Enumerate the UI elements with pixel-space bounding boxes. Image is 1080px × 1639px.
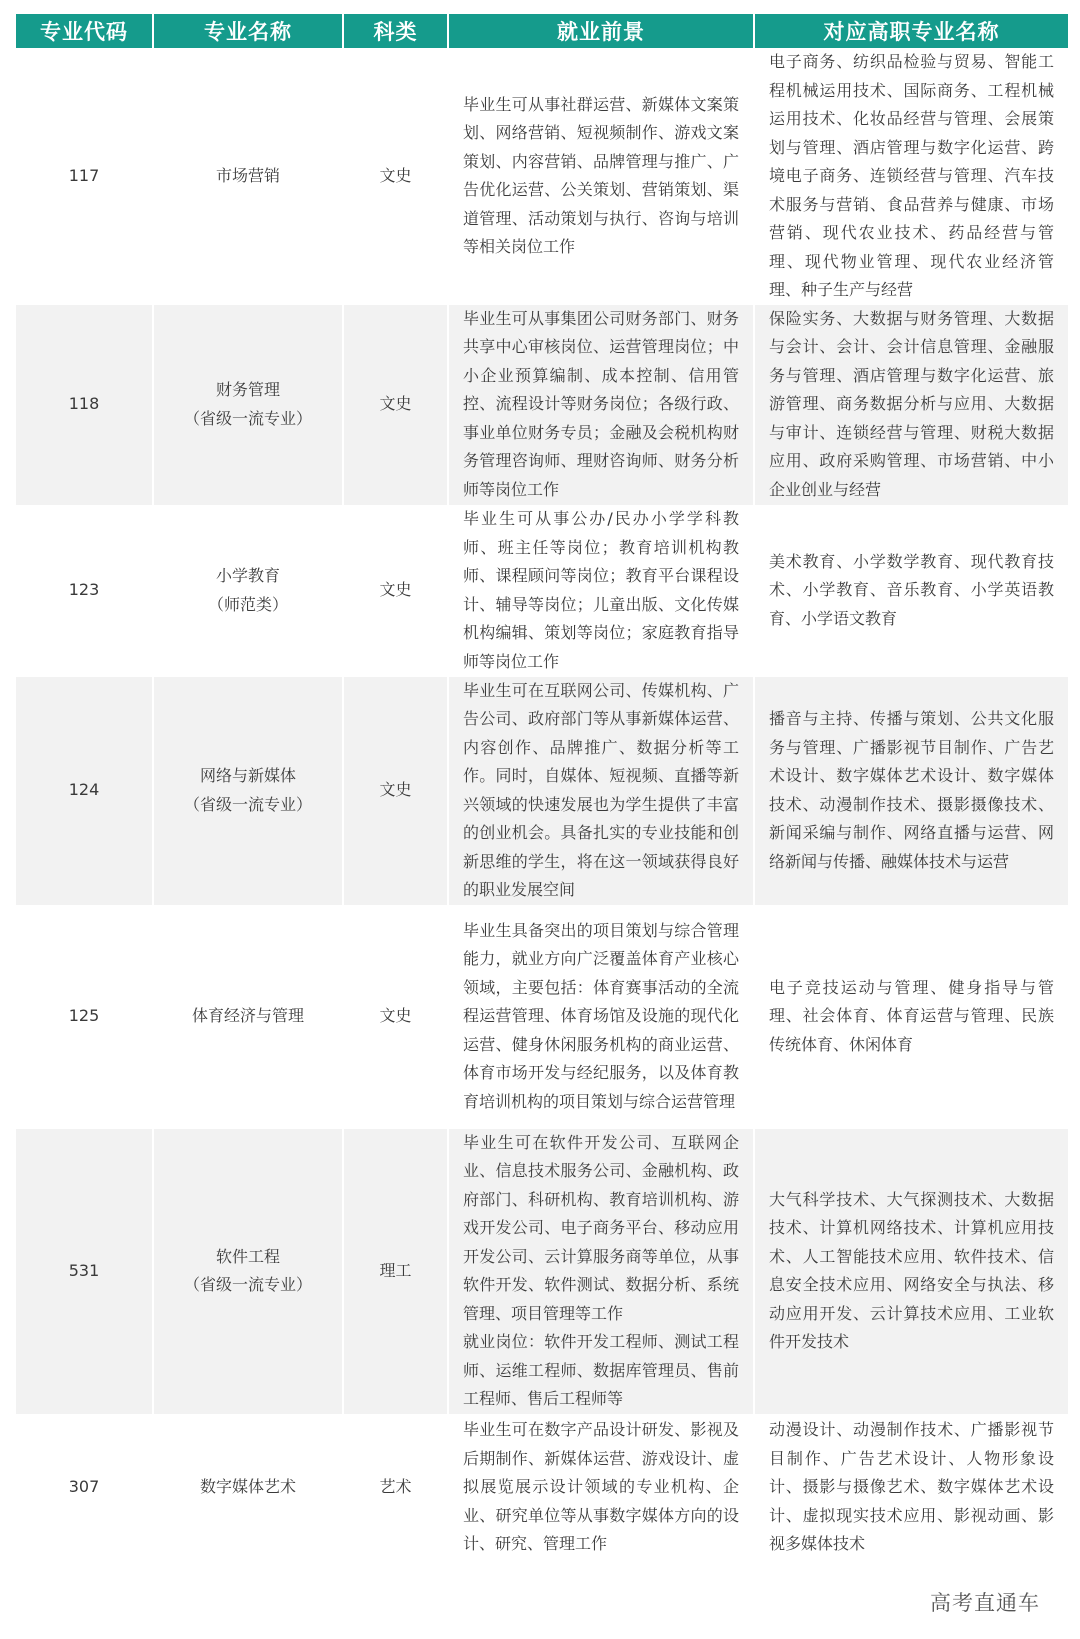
table-row [16, 48, 1068, 305]
major-category: 艺术 [344, 1414, 447, 1562]
major-name: 小学教育 （师范类） [154, 505, 342, 677]
major-prospects: 毕业生可在数字产品设计研发、影视及后期制作、新媒体运营、游戏设计、虚拟展览展示设计领域的专业机构、企业、研究单位等从事数字媒体方向的设计、研究、管理工作 [449, 1414, 753, 1562]
major-vocational: 保险实务、大数据与财务管理、大数据与会计、会计、会计信息管理、金融服务与管理、酒店管理与数字化运营、旅游管理、商务数据分析与应用、大数据与审计、连锁经营与管理、财税大数据应用、政府采购管理、市场营销、中小企业创业与经营 [755, 305, 1068, 505]
header-prospects: 就业前景 [449, 14, 753, 48]
major-category: 文史 [344, 505, 447, 677]
major-code: 118 [16, 305, 152, 505]
major-prospects: 毕业生可从事集团公司财务部门、财务共享中心审核岗位、运营管理岗位；中小企业预算编制、成本控制、信用管控、流程设计等财务岗位；各级行政、事业单位财务专员；金融及会税机构财务管理咨询师、理财咨询师、财务分析师等岗位工作 [449, 305, 753, 505]
major-code: 124 [16, 677, 152, 905]
major-prospects: 毕业生具备突出的项目策划与综合管理能力，就业方向广泛覆盖体育产业核心领域，主要包括：体育赛事活动的全流程运营管理、体育场馆及设施的现代化运营、健身休闲服务机构的商业运营、体育市场开发与经纪服务，以及体育教育培训机构的项目策划与综合运营管理 [449, 905, 753, 1129]
header-row [16, 14, 1068, 48]
major-prospects: 毕业生可从事公办/民办小学学科教师、班主任等岗位；教育培训机构教师、课程顾问等岗位；教育平台课程设计、辅导等岗位；儿童出版、文化传媒机构编辑、策划等岗位；家庭教育指导师等岗位工作 [449, 505, 753, 677]
major-category: 文史 [344, 305, 447, 505]
table-row [16, 1414, 1068, 1562]
major-vocational: 大气科学技术、大气探测技术、大数据技术、计算机网络技术、计算机应用技术、人工智能技术应用、软件技术、信息安全技术应用、网络安全与执法、移动应用开发、云计算技术应用、工业软件开发技术 [755, 1129, 1068, 1414]
major-category: 文史 [344, 677, 447, 905]
major-code: 307 [16, 1414, 152, 1562]
header-major-name: 专业名称 [154, 14, 342, 48]
header-code: 专业代码 [16, 14, 152, 48]
major-vocational: 美术教育、小学数学教育、现代教育技术、小学教育、音乐教育、小学英语教育、小学语文教育 [755, 505, 1068, 677]
major-code: 117 [16, 48, 152, 305]
major-prospects: 毕业生可在互联网公司、传媒机构、广告公司、政府部门等从事新媒体运营、内容创作、品牌推广、数据分析等工作。同时，自媒体、短视频、直播等新兴领域的快速发展也为学生提供了丰富的创业机会。具备扎实的专业技能和创新思维的学生，将在这一领域获得良好的职业发展空间 [449, 677, 753, 905]
majors-table [14, 14, 1070, 1562]
table-row [16, 1129, 1068, 1414]
major-category: 理工 [344, 1129, 447, 1414]
major-vocational: 播音与主持、传播与策划、公共文化服务与管理、广播影视节目制作、广告艺术设计、数字媒体艺术设计、数字媒体技术、动漫制作技术、摄影摄像技术、新闻采编与制作、网络直播与运营、网络新闻与传播、融媒体技术与运营 [755, 677, 1068, 905]
table-row [16, 505, 1068, 677]
major-name: 数字媒体艺术 [154, 1414, 342, 1562]
major-prospects: 毕业生可从事社群运营、新媒体文案策划、网络营销、短视频制作、游戏文案策划、内容营销、品牌管理与推广、广告优化运营、公关策划、营销策划、渠道管理、活动策划与执行、咨询与培训等相关岗位工作 [449, 48, 753, 305]
major-vocational: 电子商务、纺织品检验与贸易、智能工程机械运用技术、国际商务、工程机械运用技术、化妆品经营与管理、会展策划与管理、酒店管理与数字化运营、跨境电子商务、连锁经营与管理、汽车技术服务与营销、食品营养与健康、市场营销、现代农业技术、药品经营与管理、现代物业管理、现代农业经济管理、种子生产与经营 [755, 48, 1068, 305]
watermark: 高考直通车 [930, 1591, 1040, 1615]
major-name: 网络与新媒体 （省级一流专业） [154, 677, 342, 905]
major-vocational: 动漫设计、动漫制作技术、广播影视节目制作、广告艺术设计、人物形象设计、摄影与摄像艺术、数字媒体艺术设计、虚拟现实技术应用、影视动画、影视多媒体技术 [755, 1414, 1068, 1562]
major-name: 财务管理 （省级一流专业） [154, 305, 342, 505]
major-name: 体育经济与管理 [154, 905, 342, 1129]
major-prospects: 毕业生可在软件开发公司、互联网企业、信息技术服务公司、金融机构、政府部门、科研机构、教育培训机构、游戏开发公司、电子商务平台、移动应用开发公司、云计算服务商等单位，从事软件开发、软件测试、数据分析、系统管理、项目管理等工作 就业岗位：软件开发工程师、测试工程师、运维工程师、数据库管理员、售前工程师、售后工程师等 [449, 1129, 753, 1414]
major-category: 文史 [344, 905, 447, 1129]
major-code: 531 [16, 1129, 152, 1414]
table-row [16, 305, 1068, 505]
table-row [16, 905, 1068, 1129]
major-name: 软件工程 （省级一流专业） [154, 1129, 342, 1414]
header-vocational: 对应高职专业名称 [755, 14, 1068, 48]
major-vocational: 电子竞技运动与管理、健身指导与管理、社会体育、体育运营与管理、民族传统体育、休闲体育 [755, 905, 1068, 1129]
major-name: 市场营销 [154, 48, 342, 305]
major-code: 125 [16, 905, 152, 1129]
table-row [16, 677, 1068, 905]
major-category: 文史 [344, 48, 447, 305]
major-code: 123 [16, 505, 152, 677]
header-category: 科类 [344, 14, 447, 48]
